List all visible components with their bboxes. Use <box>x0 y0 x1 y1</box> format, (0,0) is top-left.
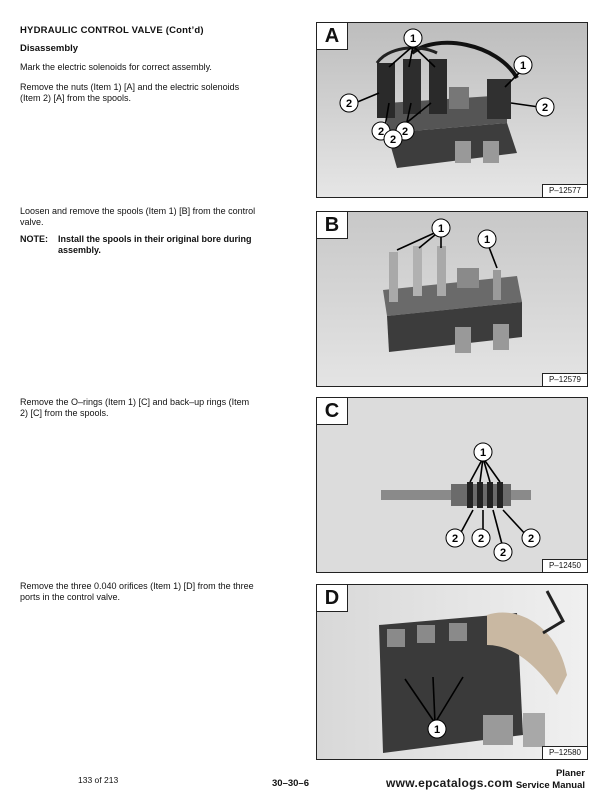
figure-b <box>316 211 588 387</box>
step-remove-orings <box>20 397 290 419</box>
step-remove-nuts-line2: (Item 2) [A] from the spools. <box>20 93 132 103</box>
step-remove-spools-line1: Loosen and remove the spools (Item 1) [B] from the control <box>20 206 256 216</box>
step-mark-solenoids: Mark the electric solenoids for correct assembly. <box>20 62 212 72</box>
callout-b-1a: 1 <box>437 223 445 235</box>
note-label: NOTE: <box>20 234 48 244</box>
step-remove-orifices <box>20 581 290 603</box>
figure-d-callouts <box>317 585 587 759</box>
page-count: 133 of 213 <box>78 775 119 785</box>
watermark[interactable]: www.epcatalogs.com <box>386 776 513 790</box>
callout-d-1: 1 <box>433 724 441 736</box>
figure-d-label: D <box>317 585 348 612</box>
section-title: HYDRAULIC CONTROL VALVE (Cont’d) <box>20 25 204 36</box>
callout-c-2b: 2 <box>477 533 485 545</box>
manual-name: Service Manual <box>515 780 585 791</box>
callout-a-2e: 2 <box>389 134 397 146</box>
figure-a <box>316 22 588 198</box>
step-remove-orings-line1: Remove the O–rings (Item 1) [C] and back–up rings (Item <box>20 397 250 407</box>
note-spools <box>20 234 290 256</box>
product-name: Planer <box>555 768 585 779</box>
callout-a-1b: 1 <box>519 60 527 72</box>
step-remove-orifices-line1: Remove the three 0.040 orifices (Item 1) [D] from the three <box>20 581 254 591</box>
figure-d <box>316 584 588 760</box>
callout-c-1: 1 <box>479 447 487 459</box>
callout-a-2a: 2 <box>345 98 353 110</box>
figure-b-label: B <box>317 212 348 239</box>
figure-c-code: P–12450 <box>542 559 587 572</box>
note-line1: Install the spools in their original bore during <box>58 234 252 244</box>
subsection-title: Disassembly <box>20 43 79 54</box>
step-remove-orings-line2: 2) [C] from the spools. <box>20 408 109 418</box>
callout-a-2d: 2 <box>401 126 409 138</box>
callout-c-2a: 2 <box>451 533 459 545</box>
figure-d-code: P–12580 <box>542 746 587 759</box>
figure-b-code: P–12579 <box>542 373 587 386</box>
step-remove-spools <box>20 206 290 228</box>
callout-b-1b: 1 <box>483 234 491 246</box>
section-number: 30–30–6 <box>272 778 309 789</box>
callout-a-2c: 2 <box>377 126 385 138</box>
step-remove-nuts-line1: Remove the nuts (Item 1) [A] and the electric solenoids <box>20 82 240 92</box>
figure-a-code: P–12577 <box>542 184 587 197</box>
figure-a-label: A <box>317 23 348 50</box>
figure-a-callouts <box>317 23 587 197</box>
step-remove-nuts <box>20 82 290 104</box>
callout-a-2b: 2 <box>541 102 549 114</box>
figure-b-callouts <box>317 212 587 386</box>
figure-c-label: C <box>317 398 348 425</box>
callout-c-2c: 2 <box>499 547 507 559</box>
figure-c <box>316 397 588 573</box>
step-remove-spools-line2: valve. <box>20 217 44 227</box>
callout-a-1: 1 <box>409 33 417 45</box>
callout-c-2d: 2 <box>527 533 535 545</box>
figure-c-callouts <box>317 398 587 572</box>
note-line2: assembly. <box>58 245 101 255</box>
step-remove-orifices-line2: ports in the control valve. <box>20 592 121 602</box>
